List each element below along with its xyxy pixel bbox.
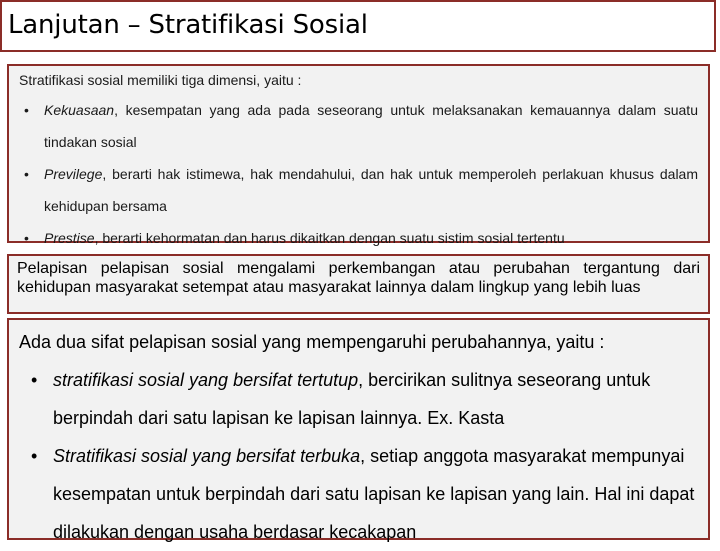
list-item [19, 94, 698, 158]
bullet-icon: • [31, 446, 38, 466]
slide-title: Lanjutan – Stratifikasi Sosial [8, 10, 368, 40]
bullet-icon: • [31, 370, 38, 390]
bullet-icon: • [24, 230, 29, 246]
dimensions-box [7, 64, 710, 246]
nature-box [7, 318, 710, 540]
list-item [19, 158, 698, 222]
item-term: stratifikasi sosial yang bersifat tertutup [53, 370, 359, 390]
item-text: , bercirikan sulitnya seseorang untuk berpindah dari satu lapisan ke lapisan lainnya. Ex. Kasta [53, 370, 651, 428]
bullet-icon: • [24, 166, 29, 182]
list-item [19, 222, 698, 254]
item-term: Prestise [44, 230, 95, 246]
nature-list [19, 361, 698, 551]
item-term: Previlege [44, 166, 103, 182]
nature-intro: Ada dua sifat pelapisan sosial yang mempengaruhi perubahannya, yaitu : [19, 332, 605, 352]
change-box [7, 254, 710, 314]
item-text: , setiap anggota masyarakat mempunyai kesempatan untuk berpindah dari satu lapisan ke lapisan yang lain. Hal ini dapat dilakukan dengan usaha berdasar kecakapan [53, 446, 695, 542]
item-term: Kekuasaan [44, 102, 115, 118]
list-item [19, 437, 698, 551]
dimensions-intro: Stratifikasi sosial memiliki tiga dimensi, yaitu : [19, 72, 302, 88]
item-text: , kesempatan yang ada pada seseorang untuk melaksanakan kemauannya dalam suatu tindakan sosial [44, 102, 698, 150]
change-text: Pelapisan pelapisan sosial mengalami perkembangan atau perubahan tergantung dari kehidupan masyarakat setempat atau masyarakat lainnya dalam lingkup yang lebih luas [17, 260, 700, 296]
list-item [19, 361, 698, 437]
item-text: , berarti kehormatan dan harus dikaitkan dengan suatu sistim sosial tertentu [94, 230, 565, 246]
title-bar [0, 0, 716, 52]
item-text: , berarti hak istimewa, hak mendahului, dan hak untuk memperoleh perlakuan khusus dalam kehidupan bersama [44, 166, 698, 214]
item-term: Stratifikasi sosial yang bersifat terbuka [53, 446, 361, 466]
bullet-icon: • [24, 102, 29, 118]
dimensions-list [19, 94, 698, 254]
